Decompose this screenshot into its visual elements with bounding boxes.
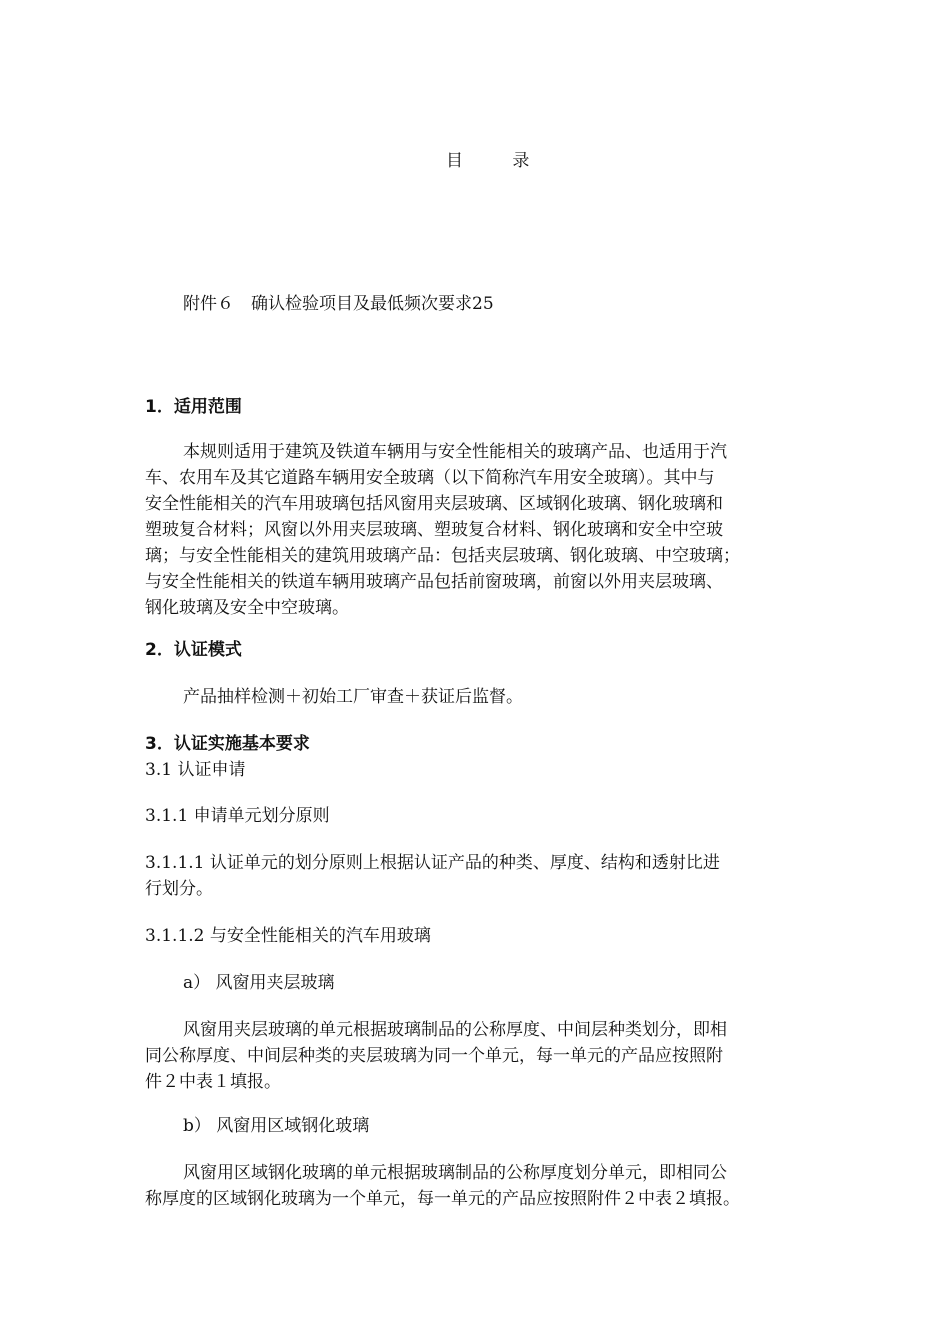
paragraph-line: 称厚度的区域钢化玻璃为一个单元，每一单元的产品应按照附件２中表２填报。 <box>145 1189 740 1209</box>
item-a-paragraph <box>145 1017 810 1095</box>
paragraph-line: 件２中表１填报。 <box>145 1072 281 1092</box>
paragraph-line: 风窗用夹层玻璃的单元根据玻璃制品的公称厚度、中间层种类划分，即相 <box>183 1020 727 1040</box>
paragraph-line: 与安全性能相关的铁道车辆用玻璃产品包括前窗玻璃，前窗以外用夹层玻璃、 <box>145 572 723 592</box>
mode-text: 产品抽样检测＋初始工厂审查＋获证后监督。 <box>183 687 523 707</box>
paragraph-line: 本规则适用于建筑及铁道车辆用与安全性能相关的玻璃产品、也适用于汽 <box>183 442 727 462</box>
toc-title: 目 录 <box>446 151 552 171</box>
paragraph-line: 3.1.1.1 认证单元的划分原则上根据认证产品的种类、厚度、结构和透射比进 <box>145 853 720 873</box>
subsection-3-1: 3.1 认证申请 <box>145 760 246 780</box>
item-a-heading: a） 风窗用夹层玻璃 <box>183 973 335 993</box>
paragraph-line: 塑玻复合材料；风窗以外用夹层玻璃、塑玻复合材料、钢化玻璃和安全中空玻 <box>145 520 723 540</box>
section-heading-scope: 1．适用范围 <box>145 397 242 417</box>
paragraph-line: 行划分。 <box>145 879 213 899</box>
subsection-3-1-1: 3.1.1 申请单元划分原则 <box>145 806 330 826</box>
paragraph-line: 安全性能相关的汽车用玻璃包括风窗用夹层玻璃、区域钢化玻璃、钢化玻璃和 <box>145 494 723 514</box>
item-b-paragraph <box>145 1160 810 1212</box>
paragraph-line: 风窗用区域钢化玻璃的单元根据玻璃制品的公称厚度划分单元，即相同公 <box>183 1163 727 1183</box>
paragraph-line: 车、农用车及其它道路车辆用安全玻璃（以下简称汽车用安全玻璃）。其中与 <box>145 468 715 488</box>
subsection-3-1-1-2: 3.1.1.2 与安全性能相关的汽车用玻璃 <box>145 926 431 946</box>
subsection-3-1-1-1 <box>145 850 810 902</box>
scope-paragraph <box>145 439 810 621</box>
toc-entry: 附件６ 确认检验项目及最低频次要求25 <box>183 294 494 314</box>
paragraph-line: 璃；与安全性能相关的建筑用玻璃产品：包括夹层玻璃、钢化玻璃、中空玻璃； <box>145 546 740 566</box>
paragraph-line: 同公称厚度、中间层种类的夹层玻璃为同一个单元，每一单元的产品应按照附 <box>145 1046 723 1066</box>
paragraph-line: 钢化玻璃及安全中空玻璃。 <box>145 598 349 618</box>
section-heading-requirements: 3．认证实施基本要求 <box>145 734 310 754</box>
section-heading-mode: 2．认证模式 <box>145 640 242 660</box>
item-b-heading: b） 风窗用区域钢化玻璃 <box>183 1116 370 1136</box>
